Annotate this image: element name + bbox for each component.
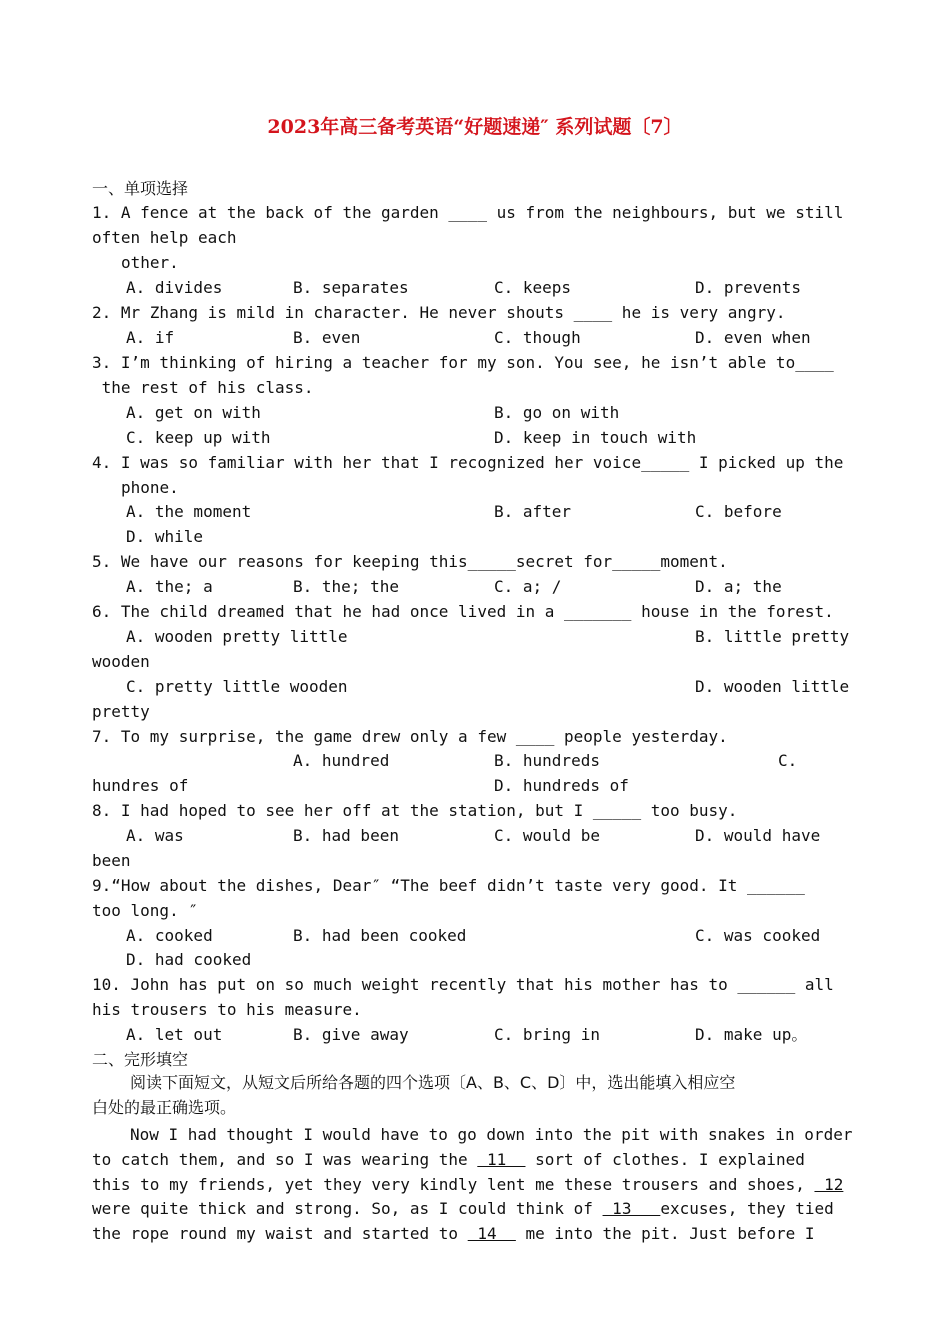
question-4-option-b: B. after <box>494 502 572 521</box>
passage-line-1: Now I had thought I would have to go down into the pit with snakes in order <box>130 1125 853 1144</box>
question-9-option-b: B. had been cooked <box>293 926 467 945</box>
question-10-option-d: D. make up。 <box>695 1025 808 1044</box>
question-7-option-d: D. hundreds of <box>494 776 629 795</box>
question-2-stem: 2. Mr Zhang is mild in character. He never shouts ____ he is very angry. <box>92 303 786 322</box>
question-3-option-b: B. go on with <box>494 403 620 422</box>
question-1-stem-cont: often help each <box>92 228 237 247</box>
question-10-option-b: B. give away <box>293 1025 409 1044</box>
question-1-option-a: A. divides <box>126 278 223 297</box>
question-1-option-c: C. keeps <box>494 278 572 297</box>
question-2-option-a: A. if <box>126 328 175 347</box>
question-2-option-d: D. even when <box>695 328 811 347</box>
question-6-option-d-cont: pretty <box>92 702 150 721</box>
question-8-option-c: C. would be <box>494 826 600 845</box>
question-3-stem: 3. I’m thinking of hiring a teacher for my son. You see, he isn’t able to____ <box>92 353 834 372</box>
question-1-stem: 1. A fence at the back of the garden ____ us from the neighbours, but we still <box>92 203 844 222</box>
section-heading-single-choice: 一、单项选择 <box>92 179 189 198</box>
question-5-option-a: A. the; a <box>126 577 213 596</box>
question-9-option-a: A. cooked <box>126 926 213 945</box>
question-3-option-a: A. get on with <box>126 403 261 422</box>
page-title: 2023年高三备考英语“好题速递″ 系列试题〔7〕 <box>267 116 683 138</box>
section-heading-cloze: 二、完形填空 <box>92 1050 189 1069</box>
question-10-option-c: C. bring in <box>494 1025 600 1044</box>
question-9-option-c: C. was cooked <box>695 926 821 945</box>
question-6-option-b-cont: wooden <box>92 652 150 671</box>
passage-text: to catch them, and so I was wearing the <box>92 1150 478 1169</box>
question-7-option-c-cont: hundres of <box>92 776 189 795</box>
question-3-option-c: C. keep up with <box>126 428 271 447</box>
question-9-stem-cont: too long. ″ <box>92 901 198 920</box>
passage-text: were quite thick and strong. So, as I could think of <box>92 1199 603 1218</box>
cloze-instruction-cont: 白处的最正确选项。 <box>92 1098 237 1117</box>
question-10-stem-cont: his trousers to his measure. <box>92 1000 362 1019</box>
question-5-option-b: B. the; the <box>293 577 399 596</box>
question-5-option-c: C. a; / <box>494 577 562 596</box>
question-8-stem: 8. I had hoped to see her off at the station, but I _____ too busy. <box>92 801 738 820</box>
question-5-option-d: D. a; the <box>695 577 782 596</box>
question-2-option-c: C. though <box>494 328 581 347</box>
question-7-option-c: C. <box>778 751 798 770</box>
question-8-option-d-cont: been <box>92 851 131 870</box>
question-3-option-d: D. keep in touch with <box>494 428 697 447</box>
question-6-option-c: C. pretty little wooden <box>126 677 348 696</box>
question-8-option-d: D. would have <box>695 826 821 845</box>
blank-14: 14 <box>467 1224 516 1243</box>
question-4-stem: 4. I was so familiar with her that I recognized her voice_____ I picked up the <box>92 453 844 472</box>
blank-12: 12 <box>814 1175 844 1194</box>
passage-text: the rope round my waist and started to <box>92 1224 468 1243</box>
question-4-option-a: A. the moment <box>126 502 252 521</box>
passage-line-5 <box>92 1224 814 1244</box>
question-5-stem: 5. We have our reasons for keeping this_____secret for_____moment. <box>92 552 728 571</box>
passage-line-4 <box>92 1199 834 1219</box>
question-9-option-d: D. had cooked <box>126 950 252 969</box>
question-1-option-b: B. separates <box>293 278 409 297</box>
blank-11: 11 <box>477 1150 526 1169</box>
passage-line-3 <box>92 1175 843 1195</box>
passage-text: this to my friends, yet they very kindly lent me these trousers and shoes, <box>92 1175 815 1194</box>
question-9-stem: 9.“How about the dishes, Dear″ “The beef didn’t taste very good. It ______ <box>92 876 805 895</box>
question-6-option-a: A. wooden pretty little <box>126 627 348 646</box>
question-10-stem: 10. John has put on so much weight recently that his mother has to ______ all <box>92 975 834 994</box>
question-8-option-b: B. had been <box>293 826 399 845</box>
question-7-option-a: A. hundred <box>293 751 390 770</box>
question-1-option-d: D. prevents <box>695 278 801 297</box>
blank-13: 13 <box>602 1199 661 1218</box>
question-6-option-b: B. little pretty <box>695 627 850 646</box>
question-6-stem: 6. The child dreamed that he had once lived in a _______ house in the forest. <box>92 602 834 621</box>
question-7-stem: 7. To my surprise, the game drew only a few ____ people yesterday. <box>92 727 728 746</box>
passage-line-2 <box>92 1150 805 1170</box>
question-8-option-a: A. was <box>126 826 184 845</box>
question-1-stem-cont2: other. <box>121 253 179 272</box>
passage-text: sort of clothes. I explained <box>525 1150 805 1169</box>
question-6-option-d: D. wooden little <box>695 677 850 696</box>
passage-text: excuses, they tied <box>660 1199 834 1218</box>
question-4-option-d: D. while <box>126 527 204 546</box>
question-3-stem-cont: the rest of his class. <box>92 378 314 397</box>
cloze-instruction: 阅读下面短文，从短文后所给各题的四个选项〔A、B、C、D〕中，选出能填入相应空 <box>130 1073 736 1092</box>
question-7-option-b: B. hundreds <box>494 751 600 770</box>
question-4-option-c: C. before <box>695 502 782 521</box>
passage-text: me into the pit. Just before I <box>515 1224 815 1243</box>
question-2-option-b: B. even <box>293 328 361 347</box>
question-10-option-a: A. let out <box>126 1025 223 1044</box>
question-4-stem-cont: phone. <box>121 478 179 497</box>
